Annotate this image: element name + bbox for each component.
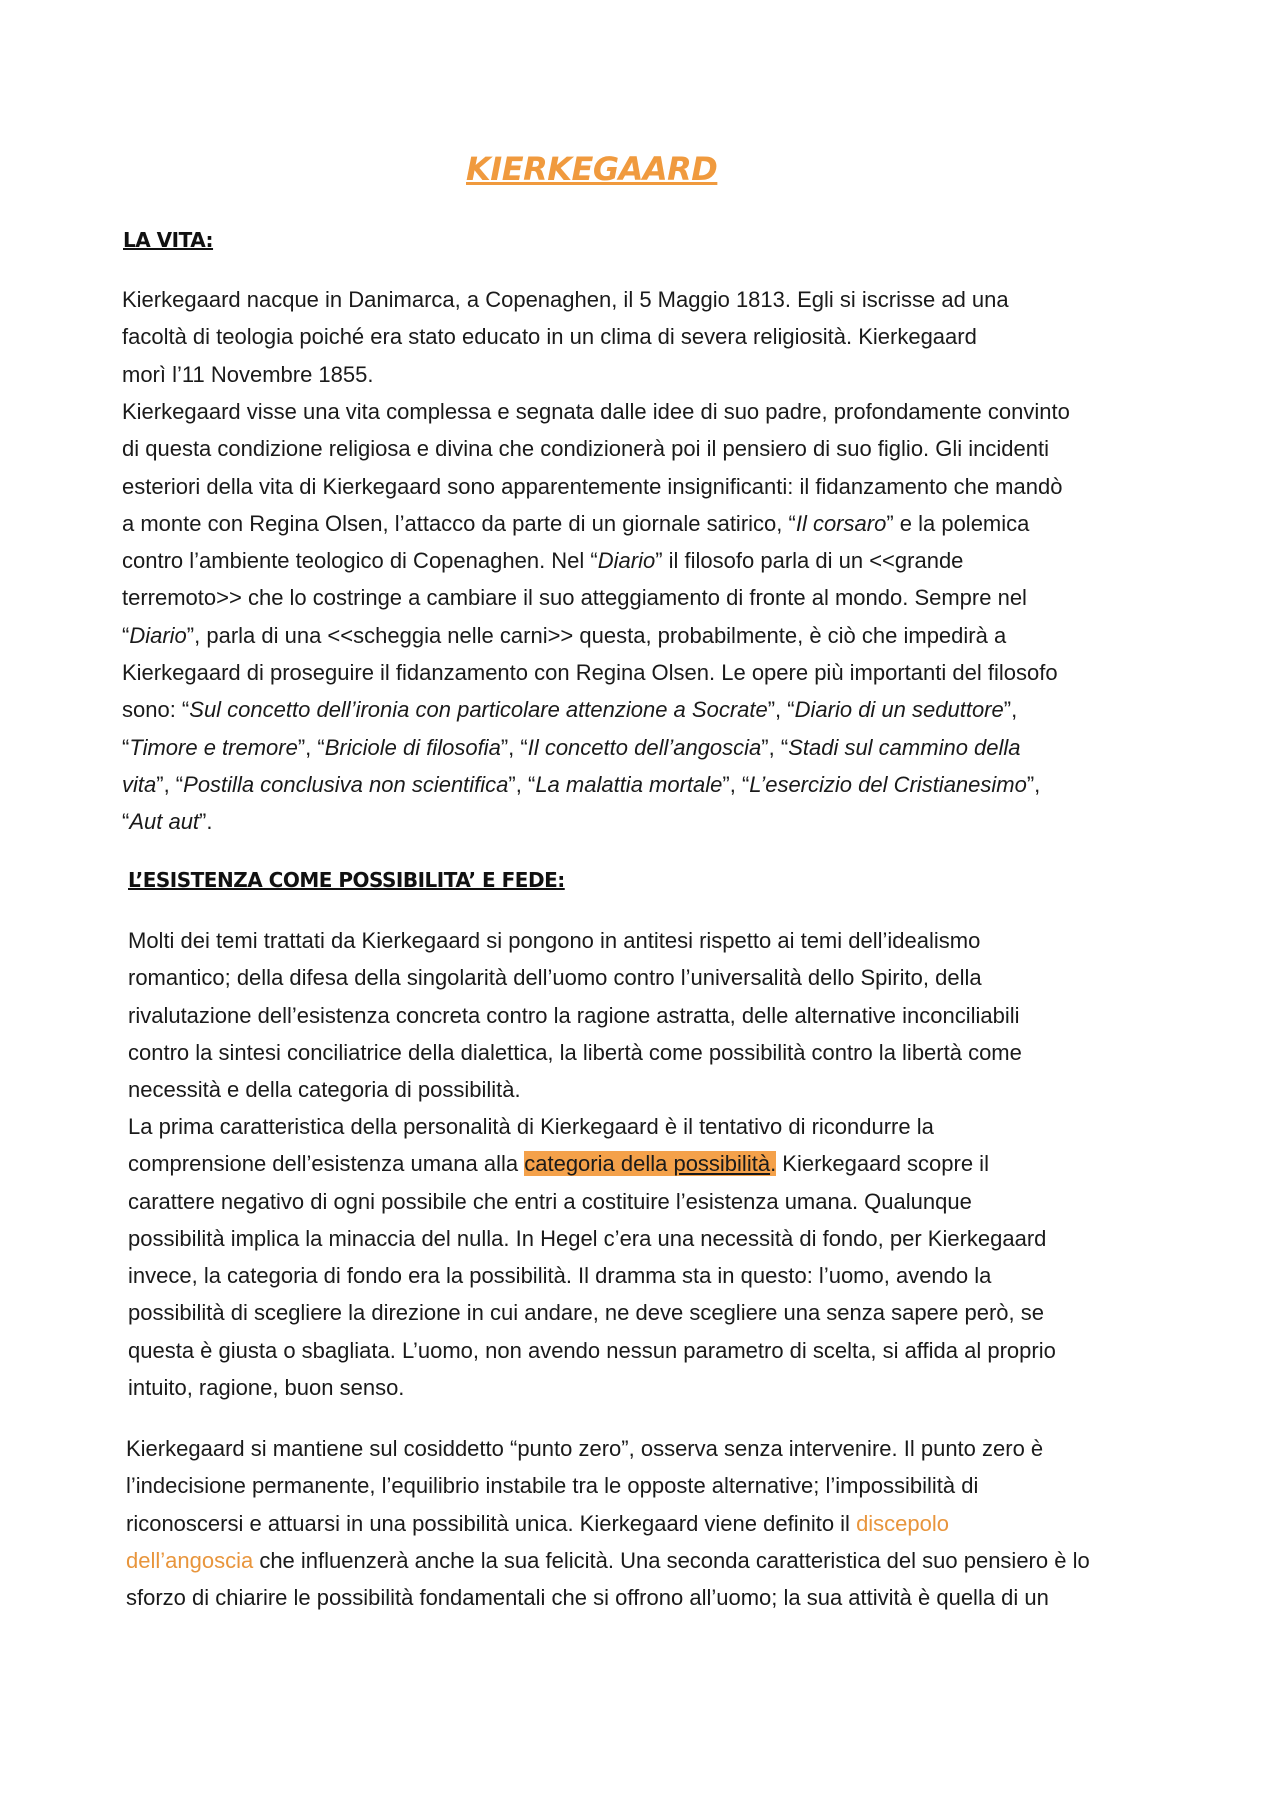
- text-line: Kierkegaard nacque in Danimarca, a Copenaghen, il 5 Maggio 1813. Egli si iscrisse ad una: [122, 287, 1009, 312]
- text-line: questa è giusta o sbagliata. L’uomo, non avendo nessun parametro di scelta, si affida al proprio: [128, 1337, 1056, 1363]
- highlighted-phrase: categoria della possibilità.: [524, 1151, 777, 1177]
- text-line: possibilità implica la minaccia del nulla. In Hegel c’era una necessità di fondo, per Kierkegaard: [128, 1225, 1047, 1251]
- text-line: terremoto>> che lo costringe a cambiare il suo atteggiamento di fronte al mondo. Sempre nel: [122, 585, 1027, 611]
- text-line: carattere negativo di ogni possibile che entri a costituire l’esistenza umana. Qualunque: [128, 1188, 972, 1214]
- text-line: morì l’11 Novembre 1855.: [122, 361, 374, 387]
- paragraph-possibilita: [128, 1108, 1056, 1406]
- text-line: Kierkegaard di proseguire il fidanzamento con Regina Olsen. Le opere più importanti del filosofo: [122, 660, 1058, 686]
- text-line: rivalutazione dell’esistenza concreta contro la ragione astratta, delle alternative inconciliabili: [128, 1002, 1020, 1028]
- text-line: esteriori della vita di Kierkegaard sono apparentemente insignificanti: il fidanzamento che mandò: [122, 473, 1063, 499]
- work-title: Postilla conclusiva non scientifica: [183, 771, 509, 797]
- section-heading-esistenza: L’ESISTENZA COME POSSIBILITA’ E FEDE:: [128, 868, 565, 892]
- text-line: “Aut aut”.: [122, 809, 213, 835]
- work-title: La malattia mortale: [535, 771, 723, 797]
- text-line: a monte con Regina Olsen, l’attacco da parte di un giornale satirico, “Il corsaro” e la polemica: [122, 510, 1030, 536]
- text-line: contro l’ambiente teologico di Copenaghen. Nel “Diario” il filosofo parla di un <<grande: [122, 548, 964, 574]
- text-line: di questa condizione religiosa e divina che condizionerà poi il pensiero di suo figlio. Gli incidenti: [122, 436, 1049, 462]
- paragraph-punto-zero: [126, 1430, 1090, 1616]
- text-line: riconoscersi e attuarsi in una possibilità unica. Kierkegaard viene definito il discepolo: [126, 1510, 950, 1536]
- text-line: La prima caratteristica della personalità di Kierkegaard è il tentativo di ricondurre la: [128, 1114, 934, 1139]
- text-line: dell’angoscia che influenzerà anche la sua felicità. Una seconda caratteristica del suo pensiero è lo: [126, 1547, 1090, 1573]
- text-line: “Timore e tremore”, “Briciole di filosofia”, “Il concetto dell’angoscia”, “Stadi sul cammino della: [122, 734, 1021, 760]
- document-title: KIERKEGAARD: [466, 150, 718, 188]
- work-title: Briciole di filosofia: [324, 734, 501, 760]
- text-line: possibilità di scegliere la direzione in cui andare, ne deve scegliere una senza sapere però, se: [128, 1300, 1044, 1326]
- text-line: sforzo di chiarire le possibilità fondamentali che si offrono all’uomo; la sua attività è quella di un: [126, 1585, 1049, 1611]
- work-title: vita: [122, 771, 157, 797]
- text-line: contro la sintesi conciliatrice della dialettica, la libertà come possibilità contro la libertà come: [128, 1039, 1022, 1065]
- text-line: Kierkegaard visse una vita complessa e segnata dalle idee di suo padre, profondamente convinto: [122, 399, 1070, 424]
- orange-term: dell’angoscia: [126, 1547, 254, 1573]
- work-title: Sul concetto dell’ironia con particolare attenzione a Socrate: [189, 697, 768, 723]
- text-line: comprensione dell’esistenza umana alla categoria della possibilità. Kierkegaard scopre il: [128, 1151, 989, 1177]
- text-line: “Diario”, parla di una <<scheggia nelle carni>> questa, probabilmente, è ciò che impedirà a: [122, 622, 1007, 648]
- work-title: Diario di un seduttore: [794, 697, 1004, 723]
- work-title: Diario: [597, 548, 656, 574]
- text-line: romantico; della difesa della singolarità dell’uomo contro l’universalità dello Spirito, della: [128, 965, 982, 991]
- work-title: L’esercizio del Cristianesimo: [749, 771, 1027, 797]
- orange-term: discepolo: [856, 1510, 950, 1536]
- work-title: Il corsaro: [795, 510, 887, 536]
- paragraph-vita-intro: [122, 281, 1009, 393]
- paragraph-vita-body: [122, 393, 1070, 841]
- paragraph-esistenza-intro: [128, 922, 1022, 1108]
- work-title: Il concetto dell’angoscia: [527, 734, 762, 760]
- work-title: Aut aut: [129, 809, 200, 835]
- text-line: intuito, ragione, buon senso.: [128, 1375, 405, 1401]
- text-line: Kierkegaard si mantiene sul cosiddetto “punto zero”, osserva senza intervenire. Il punto zero è: [126, 1436, 1044, 1461]
- work-title: Timore e tremore: [129, 734, 298, 760]
- text-line: invece, la categoria di fondo era la possibilità. Il dramma sta in questo: l’uomo, avendo la: [128, 1263, 992, 1289]
- text-line: necessità e della categoria di possibilità.: [128, 1077, 521, 1103]
- work-title: Stadi sul cammino della: [788, 734, 1021, 760]
- text-line: facoltà di teologia poiché era stato educato in un clima di severa religiosità. Kierkegaard: [122, 324, 977, 350]
- work-title: Diario: [129, 622, 187, 648]
- text-line: l’indecisione permanente, l’equilibrio instabile tra le opposte alternative; l’impossibilità di: [126, 1473, 979, 1499]
- text-line: vita”, “Postilla conclusiva non scientifica”, “La malattia mortale”, “L’esercizio del Cristianesimo”,: [122, 771, 1041, 797]
- text-line: Molti dei temi trattati da Kierkegaard si pongono in antitesi rispetto ai temi dell’idealismo: [128, 928, 981, 953]
- text-line: sono: “Sul concetto dell’ironia con particolare attenzione a Socrate”, “Diario di un seduttore”,: [122, 697, 1018, 723]
- section-heading-la-vita: LA VITA:: [123, 228, 214, 252]
